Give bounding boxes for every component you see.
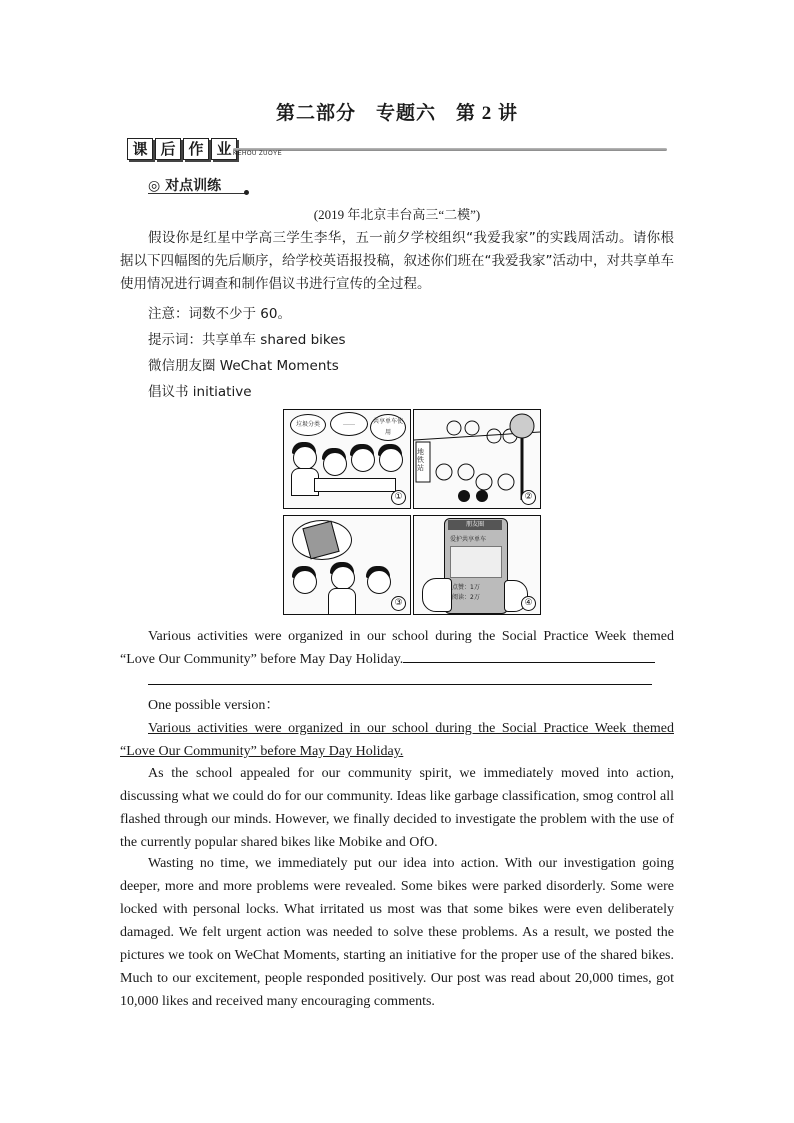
student-face (331, 566, 355, 590)
speech-bubble: …… (330, 412, 368, 436)
task-opening-text: Various activities were organized in our school during the Social Practice Week themed “Love Our Community” before May Day Holiday. (120, 629, 674, 667)
question-source: (2019 年北京丰台高三“二模”) (313, 207, 481, 222)
panel-number: ② (521, 490, 536, 505)
reads-count: 阅读：2万 (452, 594, 480, 601)
desk (314, 478, 396, 492)
answer-opening-text: Various activities were organized in our school during the Social Practice Week themed “Love Our Community” before May Day Holiday. (120, 721, 674, 759)
section-dot (244, 190, 249, 195)
section-heading (148, 175, 221, 195)
answer-paragraph-1: As the school appealed for our community spirit, we immediately moved into action, discussing what we could do for our community. Ideas like garbage classification, smog control all flashed through our minds. However, we finally decided to investigate the problem with the use of the currently popular shared bikes like Mobike and OfO. (120, 766, 674, 850)
comic-panel-2 (413, 409, 541, 509)
student-face (351, 448, 375, 472)
comic-strip (283, 409, 541, 615)
post-image (450, 546, 502, 578)
student-body (328, 588, 356, 615)
prompt-hint-3: 倡议书 initiative (148, 384, 252, 400)
speech-bubble: 垃圾分类 (290, 414, 326, 436)
banner-pinyin: KEHOU ZUOYE (233, 151, 283, 157)
panel-number: ③ (391, 596, 406, 611)
subway-sign: 地铁站 (417, 448, 424, 472)
student-face (293, 446, 317, 470)
prompt-note: 注意：词数不少于 60。 (148, 306, 291, 322)
banner-bar (233, 148, 667, 151)
student-face (367, 570, 391, 594)
answer-opening (120, 717, 674, 763)
section-banner (127, 138, 667, 162)
banner-char: 作 (183, 138, 209, 160)
section-label: ◎ 对点训练 (148, 178, 222, 194)
hand-icon (422, 578, 452, 612)
banner-char: 业 (211, 138, 237, 160)
prompt-hint-2: 微信朋友圈 WeChat Moments (148, 358, 339, 374)
panel-number: ① (391, 490, 406, 505)
comic-panel-1 (283, 409, 411, 509)
student-face (323, 452, 347, 476)
banner-char: 课 (127, 138, 153, 160)
answer-label: One possible version： (148, 698, 280, 713)
post-title: 爱护共享单车 (450, 536, 487, 543)
task-opening (120, 625, 674, 671)
answer-paragraph-2: Wasting no time, we immediately put our idea into action. With our investigation going deeper, more and more problems were revealed. Some bikes were parked disorderly. Some were locked with personal locks. What irritated us most was that some bikes were even deliberately damaged. We felt urgent action was needed to solve these problems. As a result, we posted the pictures we took on WeChat Moments, starting an initiative for the proper use of the shared bikes. Much to our excitement, people responded positively. Our post was read about 20,000 times, got 10,000 likes and received many encouraging comments. (120, 856, 674, 1009)
student-face (293, 570, 317, 594)
student-face (379, 448, 403, 472)
answer-blank[interactable] (403, 648, 655, 663)
speech-bubble: 共享单车使用 (370, 414, 406, 441)
likes-count: 点赞：1万 (452, 584, 480, 591)
screen-title: 朋友圈 (448, 520, 502, 530)
prompt-paragraph: 假设你是红星中学高三学生李华，五一前夕学校组织“我爱我家”的实践周活动。请你根据以下四幅图的先后顺序，给学校英语报投稿，叙述你们班在“我爱我家”活动中，对共享单车使用情况进行调查和制作倡议书进行宣传的全过程。 (120, 230, 674, 292)
answer-blank-line[interactable] (148, 684, 652, 685)
prompt-hint: 提示词：共享单车 shared bikes (148, 332, 346, 348)
panel-number: ④ (521, 596, 536, 611)
comic-panel-4 (413, 515, 541, 615)
section-underline (148, 193, 246, 194)
comic-panel-3 (283, 515, 411, 615)
banner-char: 后 (155, 138, 181, 160)
page-title: 第二部分 专题六 第 2 讲 (275, 103, 518, 124)
